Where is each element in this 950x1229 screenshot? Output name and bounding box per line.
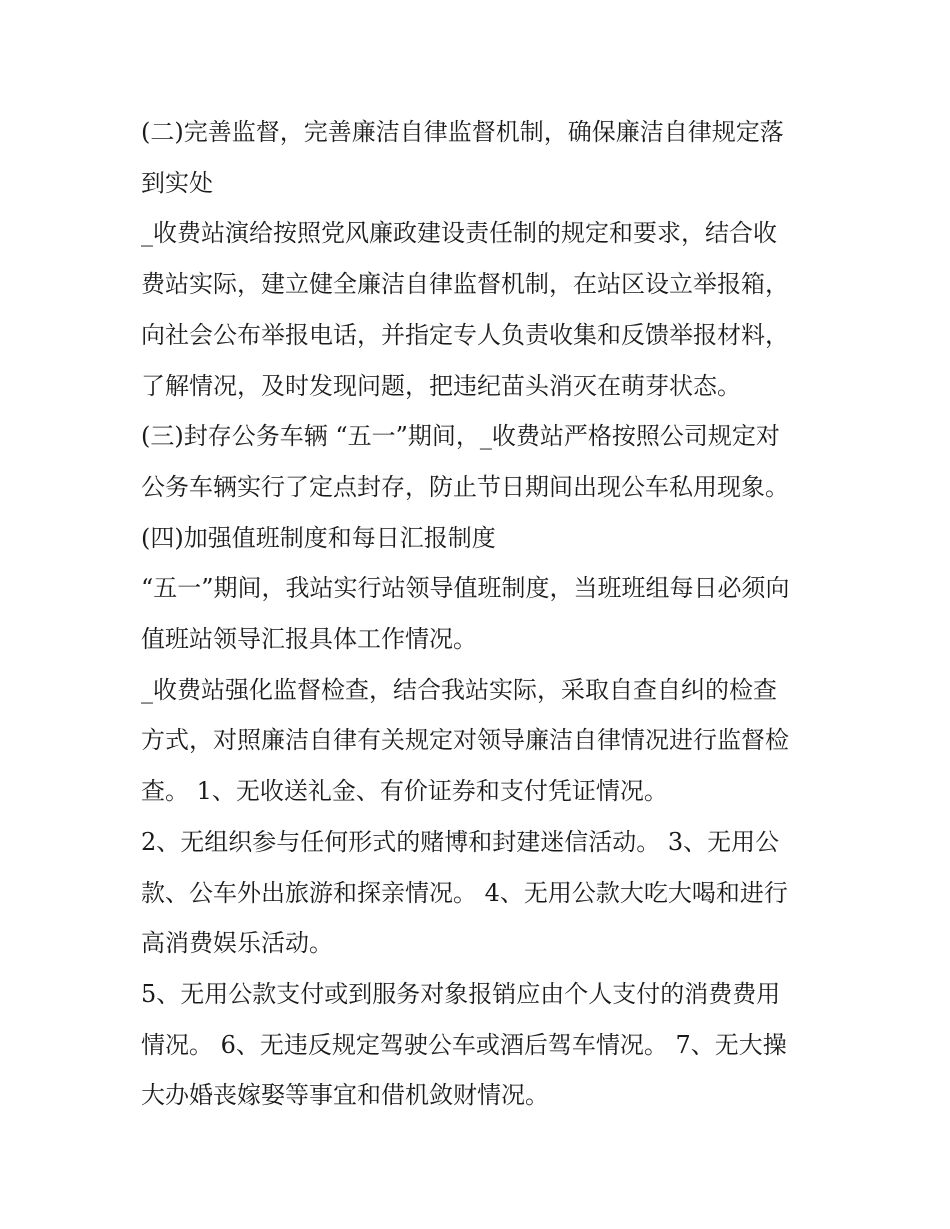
text-line-14: 查。 1、无收送礼金、有价证券和支付凭证情况。 xyxy=(141,777,668,806)
text-line-6: 了解情况，及时发现问题，把违纪苗头消灭在萌芽状态。 xyxy=(141,371,741,400)
text-line-3: _收费站演给按照党风廉政建设责任制的规定和要求，结合收 xyxy=(141,219,777,248)
text-line-4: 费站实际，建立健全廉洁自律监督机制，在站区设立举报箱， xyxy=(141,270,789,299)
text-line-9: (四)加强值班制度和每日汇报制度 xyxy=(141,523,496,552)
text-line-11: 值班站领导汇报具体工作情况。 xyxy=(141,625,477,654)
text-line-12: _收费站强化监督检查，结合我站实际，采取自查自纠的检查 xyxy=(141,675,777,704)
text-line-19: 情况。 6、无违反规定驾驶公车或酒后驾车情况。 7、无大操 xyxy=(141,1030,787,1059)
text-line-8: 公务车辆实行了定点封存，防止节日期间出现公车私用现象。 xyxy=(141,472,789,501)
text-line-10: “五一”期间，我站实行站领导值班制度，当班班组每日必须向 xyxy=(141,574,790,603)
text-line-16: 款、公车外出旅游和探亲情况。 4、无用公款大吃大喝和进行 xyxy=(141,878,788,907)
text-line-13: 方式，对照廉洁自律有关规定对领导廉洁自律情况进行监督检 xyxy=(141,726,789,755)
text-line-5: 向社会公布举报电话，并指定专人负责收集和反馈举报材料， xyxy=(141,320,789,349)
text-line-1: (二)完善监督，完善廉洁自律监督机制，确保廉洁自律规定落 xyxy=(141,118,784,146)
text-line-7: (三)封存公务车辆 “五一”期间，_收费站严格按照公司规定对 xyxy=(141,422,780,451)
text-line-15: 2、无组织参与任何形式的赌博和封建迷信活动。 3、无用公 xyxy=(141,827,780,856)
text-line-17: 高消费娱乐活动。 xyxy=(141,929,333,958)
text-line-2: 到实处 xyxy=(141,168,213,197)
document-body xyxy=(141,107,821,1121)
text-line-18: 5、无用公款支付或到服务对象报销应由个人支付的消费费用 xyxy=(141,979,781,1008)
text-line-20: 大办婚丧嫁娶等事宜和借机敛财情况。 xyxy=(141,1081,549,1110)
